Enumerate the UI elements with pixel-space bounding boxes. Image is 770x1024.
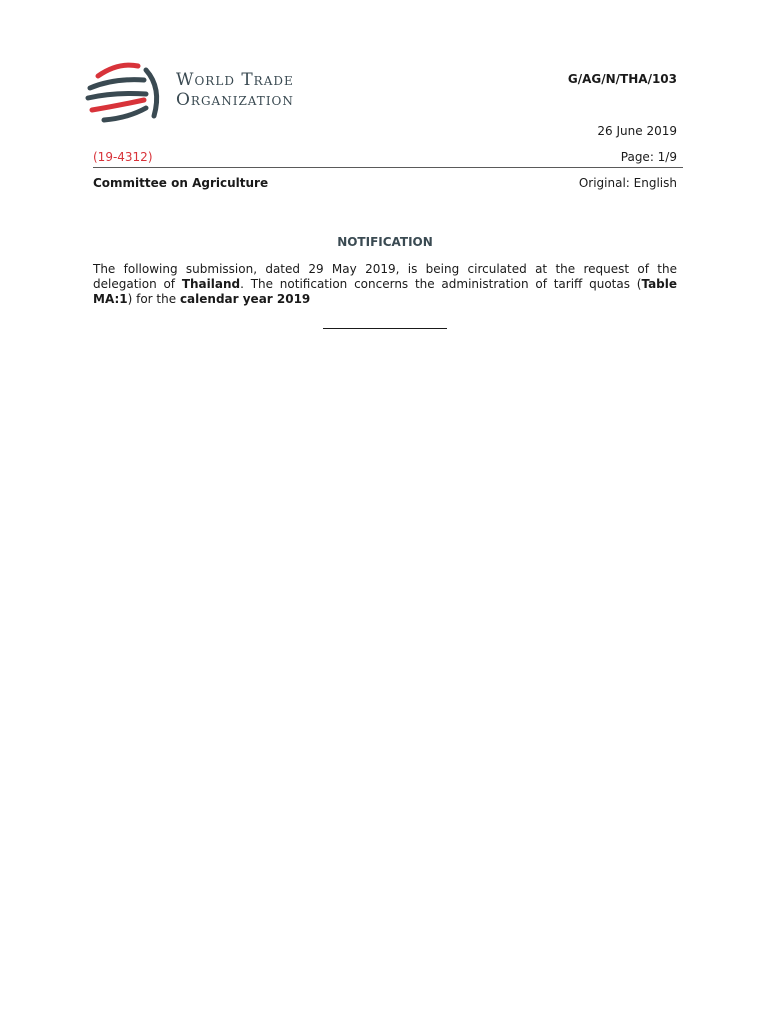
document-date: 26 June 2019: [597, 124, 677, 138]
notification-title: NOTIFICATION: [337, 235, 433, 249]
table-reference: Table MA:1: [93, 277, 678, 306]
header-divider: [93, 167, 683, 168]
notification-body: [93, 262, 677, 307]
original-language: Original: English: [578, 176, 677, 190]
page-number: Page: 1/9: [620, 150, 677, 164]
document-number: (19-4312): [93, 150, 153, 164]
end-of-text-rule: [323, 328, 447, 329]
document-symbol: G/AG/N/THA/103: [567, 72, 677, 86]
body-text-part-1: The following submission, dated 29 May 2019, is being circulated at the request of the delegation of: [93, 262, 677, 291]
country-name: Thailand: [181, 277, 241, 291]
org-name-line-2: Organization: [176, 90, 294, 110]
organization-name: [176, 70, 294, 110]
org-name-line-1: World Trade: [176, 70, 294, 90]
body-text-part-2: . The notification concerns the administration of tariff quotas (: [240, 277, 642, 291]
body-text-part-3: ) for the: [127, 292, 180, 306]
wto-logo-icon: [84, 58, 166, 130]
committee-name: Committee on Agriculture: [93, 176, 269, 190]
notification-period: calendar year 2019: [179, 292, 311, 306]
